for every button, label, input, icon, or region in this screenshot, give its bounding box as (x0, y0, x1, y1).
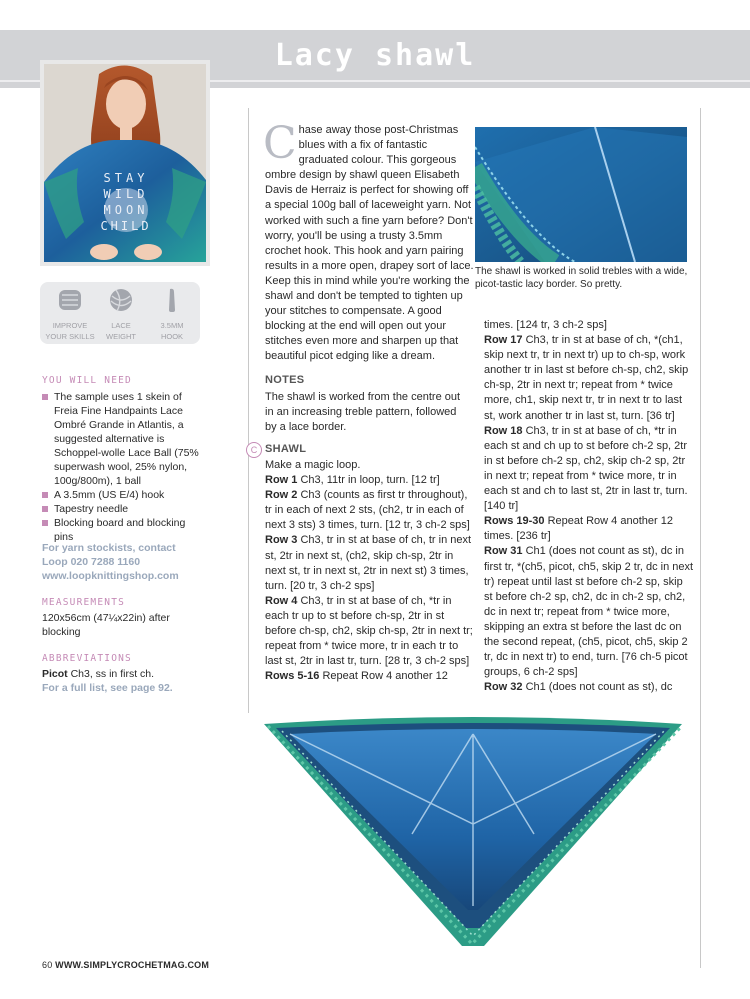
svg-text:MOON: MOON (103, 203, 149, 217)
list-item: A 3.5mm (US E/4) hook (42, 488, 202, 502)
notes-text: The shawl is worked from the centre out in an increasing treble pattern, followed by a lace border. (265, 391, 461, 434)
row-continuation: times. [124 tr, 3 ch-2 sps] (484, 319, 607, 331)
row-instruction: Row 1 Ch3, 11tr in loop, turn. [12 tr] (265, 474, 440, 487)
icon-label: YOUR SKILLS (45, 332, 95, 341)
row-instruction: Row 17 Ch3, tr in st at base of ch, *(ch1, skip next tr, tr in next tr) up to ch-sp, work another tr in last st before ch-sp, ch2, skip ch-sp, 2tr in next tr; repeat from * twice more, ch1, skip next tr, tr in next tr to last st, work another tr in last st, turn. [36 tr] (484, 334, 689, 422)
yarn-ball-icon (107, 286, 135, 314)
stockists-url-link[interactable]: www.loopknittingshop.com (42, 570, 179, 582)
measurements-text: blocking (42, 626, 81, 638)
list-item: Blocking board and blocking pins (42, 516, 202, 544)
intro-text: hase away those post-Christmas blues with a fix of fantastic graduated colour. This gorgeous ombre design by shawl queen Elisabeth Davis de Herraiz is perfect for showing off a special 100g ball of laceweight yarn. Not worked with such a fine yarn before? Don't worry, you'll be using a trusty 3.5mm crochet hook. This hook and yarn pairing results in a more open, drapey sort of lace. Keep this in mind while you're working the shawl and don't be tempted to tighten up your stitches to compensate. A good blocking at the end will open out your stitches even more and sharpen up that beautiful picot edging like a dream. (265, 124, 474, 363)
skill-icons-panel (40, 282, 200, 344)
column-divider-right (700, 108, 701, 968)
row-instruction: Rows 5-16 Repeat Row 4 another 12 (265, 670, 448, 683)
row-instruction: Rows 19-30 Repeat Row 4 another 12 times. [236 tr] (484, 515, 673, 543)
stockists-line: For yarn stockists, contact (42, 542, 176, 554)
finished-shawl-photo (262, 714, 684, 949)
row-instruction: Row 31 Ch1 (does not count as st), dc in first tr, *(ch5, picot, ch5, skip 2 tr, dc in next tr) repeat until last st before ch-2 sp, skip st before ch-2 sp, ch2, dc in ch-2 sp, ch2, dc in next tr; repeat from * twice more, skipping an extra st before the last dc on the second repeat, (ch5, picot, ch5, skip 2 tr, dc in next tr) to end, turn. [76 ch-5 picot groups, 6 ch-2 sps] (484, 545, 694, 679)
stockists-phone: Loop 020 7288 1160 (42, 556, 141, 568)
materials-list (42, 390, 202, 544)
row-instruction: Row 2 Ch3 (counts as first tr throughout), tr in each of next 2 sts, (ch2, tr in each of next 3 sts) 3 times, turn. [12 tr, 3 ch-2 sps] (265, 489, 470, 532)
section-badge: C (246, 442, 262, 458)
list-item: The sample uses 1 skein of Freia Fine Handpaints Lace Ombré Grande in Atlantis, a suggested alternative is Schoppel-wolle Lace Ball (75% superwash wool, 25% nylon, 100g/800m), 1 ball (42, 390, 202, 488)
measurements-heading: MEASUREMENTS (42, 597, 126, 608)
notes-heading: NOTES (265, 374, 305, 386)
drop-cap: C (263, 118, 297, 169)
shirt-print-text: STAY (103, 171, 149, 185)
shawl-instructions-left (265, 458, 477, 684)
abbr-definition: Ch3, ss in first ch. (67, 668, 155, 680)
icon-lace-weight (95, 286, 147, 341)
icon-label: HOOK (160, 332, 184, 341)
intro-paragraph (263, 118, 477, 365)
icon-improve-skills (44, 286, 96, 341)
row-instruction: Row 32 Ch1 (does not count as st), dc (484, 681, 673, 694)
icon-label: WEIGHT (106, 332, 136, 341)
row-instruction: Row 3 Ch3, tr in st at base of ch, tr in next st, 2tr in next st, (ch2, skip ch-sp, 2tr in next st, tr in next st, 2tr in next st) 3 times, turn. [20 tr, 3 ch-2 sps] (265, 534, 472, 592)
icon-label: IMPROVE (52, 321, 88, 330)
icon-hook-size (146, 286, 198, 341)
column-divider-left (248, 108, 249, 713)
shawl-heading: SHAWL (265, 443, 307, 455)
page-footer (42, 960, 209, 970)
yarn-skein-icon (56, 286, 84, 314)
svg-text:WILD: WILD (103, 187, 149, 201)
page-number: 60 (42, 960, 53, 970)
icon-label: LACE (111, 321, 131, 330)
photo-caption: The shawl is worked in solid trebles with a wide, picot-tastic lacy border. So pretty. (475, 266, 688, 290)
abbr-term: Picot (42, 668, 68, 680)
list-item: Tapestry needle (42, 502, 202, 516)
abbreviations-heading: ABBREVIATIONS (42, 653, 132, 664)
page-title: Lacy shawl (274, 38, 476, 73)
abbreviation-entry (42, 667, 154, 681)
row-instruction: Row 18 Ch3, tr in st at base of ch, *tr in each st and ch up to st before ch-2 sp, 2tr in st before ch-2 sp, ch2, skip ch-2 sp, 2tr in next tr; repeat from * twice more, tr in each st and ch to last st, 2tr in last tr, turn. [140 tr] (484, 424, 688, 513)
full-list-link[interactable]: For a full list, see page 92. (42, 682, 173, 694)
shawl-detail-photo (475, 127, 687, 262)
shawl-instructions-right (484, 318, 694, 695)
crochet-hook-icon (158, 286, 186, 314)
model-photo (40, 60, 210, 266)
svg-text:CHILD: CHILD (100, 219, 152, 233)
icon-label: 3.5MM (160, 321, 184, 330)
you-will-need-heading: YOU WILL NEED (42, 375, 132, 386)
row-instruction: Row 4 Ch3, tr in st at base of ch, *tr in each tr up to st before ch-sp, 2tr in st before ch-sp, ch2, skip ch-sp, 2tr in next tr; repeat from * twice more, tr in each tr to last st, 2tr in last tr, turn. [28 tr, 3 ch-2 sps] (265, 594, 473, 668)
start-instruction: Make a magic loop. (265, 459, 361, 471)
measurements-text: 120x56cm (47¼x22in) after (42, 612, 170, 624)
footer-site-link[interactable]: WWW.SIMPLYCROCHETMAG.COM (55, 960, 210, 970)
